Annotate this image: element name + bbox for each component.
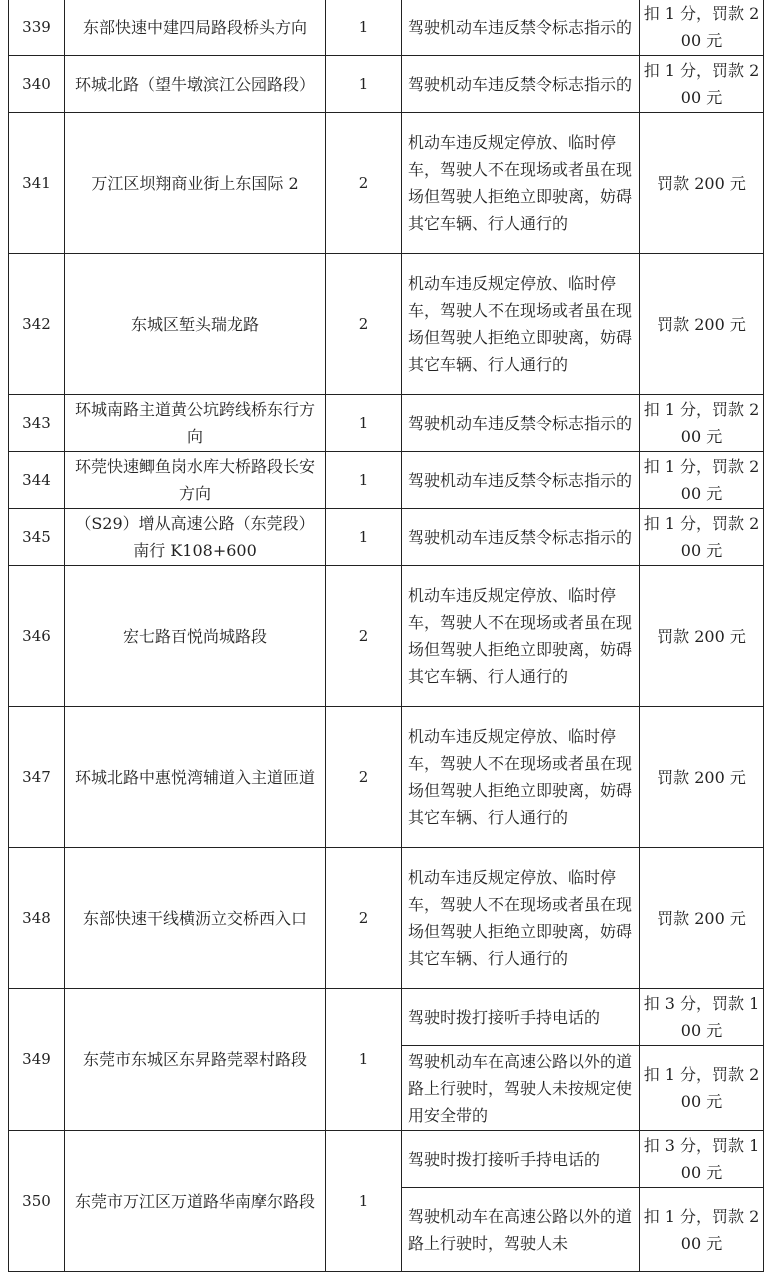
row-number: 341 [9, 113, 65, 254]
penalty-cell: 扣 1 分，罚款 200 元 [640, 452, 764, 509]
behavior-cell: 驾驶时拨打接听手持电话的 [402, 989, 640, 1046]
behavior-cell: 机动车违反规定停放、临时停车，驾驶人不在现场或者虽在现场但驾驶人拒绝立即驶离，妨碍其它车辆、行人通行的 [402, 848, 640, 989]
count-cell: 1 [326, 0, 402, 56]
count-cell: 2 [326, 113, 402, 254]
table-row [9, 509, 764, 566]
table-row [9, 1131, 764, 1188]
location-cell: （S29）增从高速公路（东莞段）南行 K108+600 [65, 509, 326, 566]
location-cell: 万江区坝翔商业街上东国际 2 [65, 113, 326, 254]
location-cell: 东部快速中建四局路段桥头方向 [65, 0, 326, 56]
behavior-cell: 机动车违反规定停放、临时停车，驾驶人不在现场或者虽在现场但驾驶人拒绝立即驶离，妨碍其它车辆、行人通行的 [402, 113, 640, 254]
table-row [9, 452, 764, 509]
behavior-cell: 驾驶机动车违反禁令标志指示的 [402, 56, 640, 113]
table-row [9, 113, 764, 254]
count-cell: 1 [326, 509, 402, 566]
location-cell: 环莞快速鲫鱼岗水库大桥路段长安方向 [65, 452, 326, 509]
count-cell: 2 [326, 566, 402, 707]
penalty-cell: 罚款 200 元 [640, 707, 764, 848]
location-cell: 环城南路主道黄公坑跨线桥东行方向 [65, 395, 326, 452]
behavior-cell: 驾驶机动车违反禁令标志指示的 [402, 452, 640, 509]
count-cell: 1 [326, 1131, 402, 1272]
table-row [9, 989, 764, 1046]
behavior-cell: 机动车违反规定停放、临时停车，驾驶人不在现场或者虽在现场但驾驶人拒绝立即驶离，妨碍其它车辆、行人通行的 [402, 254, 640, 395]
penalty-cell: 扣 1 分，罚款 200 元 [640, 395, 764, 452]
table-row [9, 0, 764, 56]
table-row [9, 395, 764, 452]
behavior-cell: 驾驶时拨打接听手持电话的 [402, 1131, 640, 1188]
behavior-cell: 驾驶机动车违反禁令标志指示的 [402, 395, 640, 452]
row-number: 340 [9, 56, 65, 113]
location-cell: 东城区堑头瑞龙路 [65, 254, 326, 395]
location-cell: 东部快速干线横沥立交桥西入口 [65, 848, 326, 989]
penalty-cell: 罚款 200 元 [640, 113, 764, 254]
table-row [9, 56, 764, 113]
penalty-cell: 扣 1 分，罚款 200 元 [640, 1188, 764, 1272]
count-cell: 1 [326, 395, 402, 452]
count-cell: 2 [326, 254, 402, 395]
row-number: 342 [9, 254, 65, 395]
violation-table [8, 0, 764, 1272]
location-cell: 东莞市东城区东昇路莞翠村路段 [65, 989, 326, 1131]
row-number: 350 [9, 1131, 65, 1272]
penalty-cell: 扣 1 分，罚款 200 元 [640, 0, 764, 56]
row-number: 339 [9, 0, 65, 56]
location-cell: 东莞市万江区万道路华南摩尔路段 [65, 1131, 326, 1272]
row-number: 343 [9, 395, 65, 452]
penalty-cell: 扣 1 分，罚款 200 元 [640, 56, 764, 113]
penalty-cell: 罚款 200 元 [640, 566, 764, 707]
row-number: 347 [9, 707, 65, 848]
behavior-cell: 驾驶机动车在高速公路以外的道路上行驶时，驾驶人未按规定使用安全带的 [402, 1046, 640, 1131]
count-cell: 2 [326, 707, 402, 848]
table-row [9, 254, 764, 395]
table-row [9, 707, 764, 848]
penalty-cell: 罚款 200 元 [640, 254, 764, 395]
count-cell: 1 [326, 452, 402, 509]
row-number: 349 [9, 989, 65, 1131]
behavior-cell: 机动车违反规定停放、临时停车，驾驶人不在现场或者虽在现场但驾驶人拒绝立即驶离，妨碍其它车辆、行人通行的 [402, 566, 640, 707]
count-cell: 2 [326, 848, 402, 989]
behavior-cell: 驾驶机动车违反禁令标志指示的 [402, 0, 640, 56]
location-cell: 环城北路（望牛墩滨江公园路段） [65, 56, 326, 113]
row-number: 348 [9, 848, 65, 989]
behavior-cell: 机动车违反规定停放、临时停车，驾驶人不在现场或者虽在现场但驾驶人拒绝立即驶离，妨碍其它车辆、行人通行的 [402, 707, 640, 848]
count-cell: 1 [326, 989, 402, 1131]
row-number: 344 [9, 452, 65, 509]
behavior-cell: 驾驶机动车违反禁令标志指示的 [402, 509, 640, 566]
penalty-cell: 扣 1 分，罚款 200 元 [640, 1046, 764, 1131]
penalty-cell: 扣 3 分，罚款 100 元 [640, 989, 764, 1046]
row-number: 346 [9, 566, 65, 707]
location-cell: 宏七路百悦尚城路段 [65, 566, 326, 707]
table-row [9, 566, 764, 707]
behavior-cell: 驾驶机动车在高速公路以外的道路上行驶时，驾驶人未 [402, 1188, 640, 1272]
penalty-cell: 扣 3 分，罚款 100 元 [640, 1131, 764, 1188]
location-cell: 环城北路中惠悦湾辅道入主道匝道 [65, 707, 326, 848]
penalty-cell: 扣 1 分，罚款 200 元 [640, 509, 764, 566]
count-cell: 1 [326, 56, 402, 113]
row-number: 345 [9, 509, 65, 566]
table-row [9, 848, 764, 989]
penalty-cell: 罚款 200 元 [640, 848, 764, 989]
